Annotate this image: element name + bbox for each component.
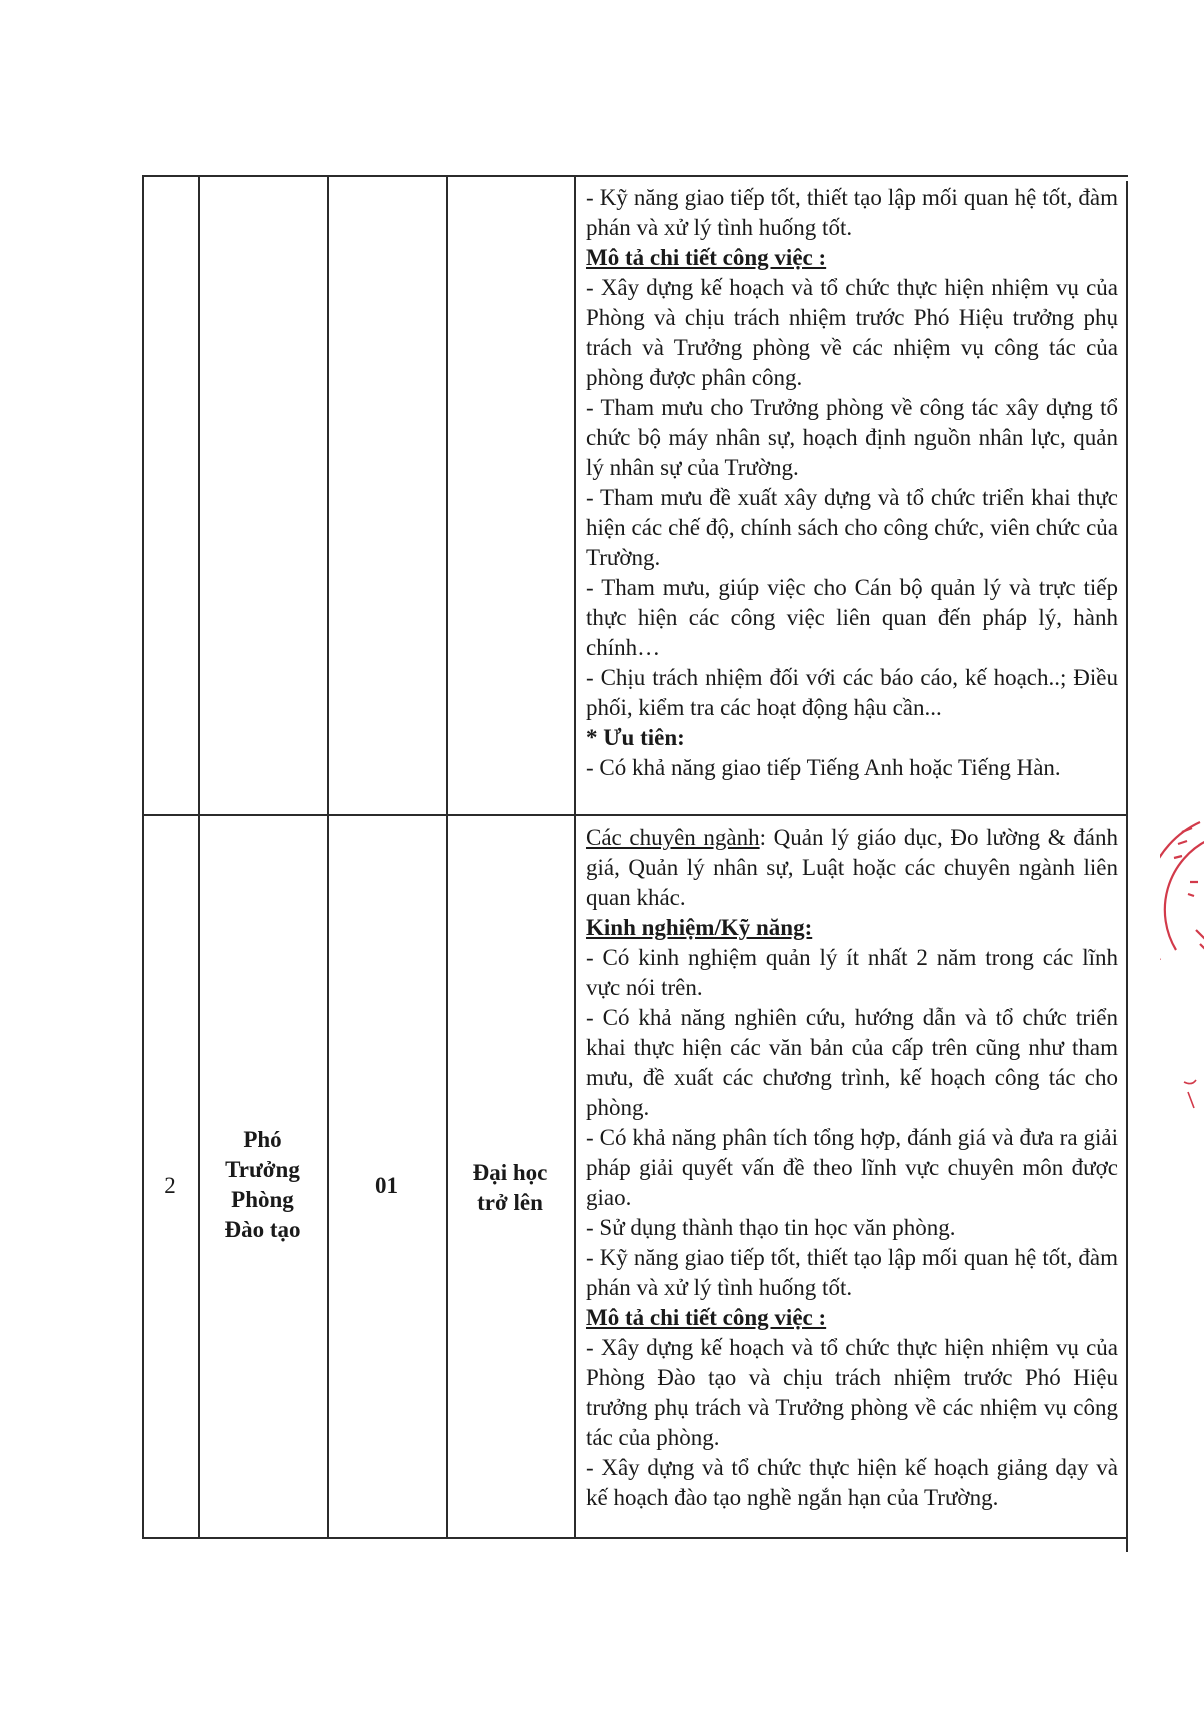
cell-line: Đại học (472, 1160, 548, 1185)
table-col-line (198, 175, 200, 1539)
official-seal-icon (1160, 810, 1204, 1010)
table-border-right (1126, 181, 1128, 1552)
row2-education (446, 1158, 574, 1218)
seal-ink-mark-icon (1182, 1078, 1204, 1118)
description-line: - Xây dựng kế hoạch và tổ chức thực hiện nhiệm vụ của Phòng Đào tạo và chịu trách nhiệm trước Phó Hiệu trưởng phụ trách và Trưởng phòng về các nhiệm vụ công tác của phòng. (586, 1335, 1118, 1450)
recruitment-table (142, 175, 1128, 1539)
description-line: - Kỹ năng giao tiếp tốt, thiết tạo lập mối quan hệ tốt, đàm phán và xử lý tình huống tốt. (586, 185, 1118, 240)
row1-description (586, 183, 1118, 783)
section-heading: Kinh nghiệm/Kỹ năng: (586, 915, 813, 940)
table-border-bottom (142, 1537, 1128, 1539)
description-line: - Tham mưu đề xuất xây dựng và tổ chức triển khai thực hiện các chế độ, chính sách cho công chức, viên chức của Trường. (586, 485, 1118, 570)
description-line: - Có khả năng nghiên cứu, hướng dẫn và tổ chức triển khai thực hiện các văn bản của cấp trên cũng như tham mưu, đề xuất các chương trình, kế hoạch công tác cho phòng. (586, 1005, 1118, 1120)
table-col-line (327, 175, 329, 1539)
cell-line: Phòng (231, 1187, 294, 1212)
table-row-separator (142, 814, 1128, 816)
table-border-left (142, 175, 144, 1539)
description-line: - Chịu trách nhiệm đối với các báo cáo, kế hoạch..; Điều phối, kiểm tra các hoạt động hậu cần... (586, 665, 1118, 720)
row2-position (198, 1125, 327, 1245)
description-line: - Xây dựng kế hoạch và tổ chức thực hiện nhiệm vụ của Phòng và chịu trách nhiệm trước Phó Hiệu trưởng phụ trách và Trưởng phòng về các nhiệm vụ công tác của phòng được phân công. (586, 275, 1118, 390)
section-heading: Mô tả chi tiết công việc : (586, 245, 827, 270)
cell-line: trở lên (477, 1190, 543, 1215)
majors-text: : Quản lý giáo dục, Đo lường & đánh giá, Quản lý nhân sự, Luật hoặc các chuyên ngành liên quan khác. (586, 825, 1118, 910)
table-col-line (574, 175, 576, 1539)
row2-quantity: 01 (375, 1173, 398, 1198)
cell-line: Phó (243, 1127, 282, 1152)
description-line: - Có khả năng phân tích tổng hợp, đánh giá và đưa ra giải pháp giải quyết vấn đề theo lĩnh vực chuyên môn được giao. (586, 1125, 1118, 1210)
table-col-line (446, 175, 448, 1539)
table-border-top (142, 175, 1128, 177)
description-line: - Tham mưu, giúp việc cho Cán bộ quản lý và trực tiếp thực hiện các công việc liên quan đến pháp lý, hành chính… (586, 575, 1118, 660)
description-line: - Sử dụng thành thạo tin học văn phòng. (586, 1215, 956, 1240)
majors-paragraph (586, 823, 1118, 913)
majors-label: Các chuyên ngành (586, 825, 760, 850)
cell-line: Trưởng (225, 1157, 300, 1182)
row2-stt: 2 (164, 1173, 176, 1198)
row2-description (586, 823, 1118, 1513)
section-heading: Mô tả chi tiết công việc : (586, 1305, 827, 1330)
description-line: - Tham mưu cho Trưởng phòng về công tác xây dựng tổ chức bộ máy nhân sự, hoạch định nguồn nhân lực, quản lý nhân sự của Trường. (586, 395, 1118, 480)
description-line: - Kỹ năng giao tiếp tốt, thiết tạo lập mối quan hệ tốt, đàm phán và xử lý tình huống tốt. (586, 1245, 1118, 1300)
description-line: - Có kinh nghiệm quản lý ít nhất 2 năm trong các lĩnh vực nói trên. (586, 945, 1118, 1000)
cell-line: Đào tạo (224, 1217, 301, 1242)
priority-heading: * Ưu tiên: (586, 725, 685, 750)
description-line: - Xây dựng và tổ chức thực hiện kế hoạch giảng dạy và kế hoạch đào tạo nghề ngắn hạn của Trường. (586, 1455, 1118, 1510)
description-line: - Có khả năng giao tiếp Tiếng Anh hoặc Tiếng Hàn. (586, 755, 1061, 780)
row2-description-body (586, 913, 1118, 1513)
